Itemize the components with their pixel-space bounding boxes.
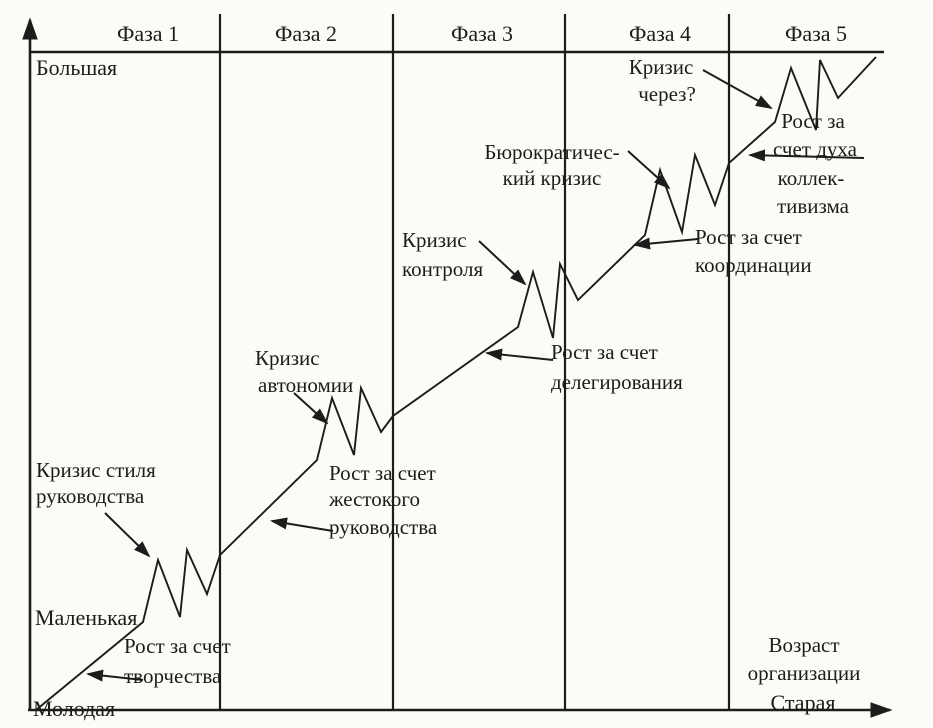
arrow-crisis-style: [105, 513, 149, 556]
growth-coordination-label-line2: координации: [695, 253, 812, 277]
growth-directive-label-line1: Рост за счет: [329, 461, 436, 485]
phase-2-label: Фаза 2: [274, 21, 338, 46]
crisis-style-label-line1: Кризис стиля: [36, 458, 156, 482]
crisis-bureaucracy-label-line1: Бюрократичес-: [484, 140, 620, 164]
growth-curve: [36, 57, 876, 710]
arrow-growth-directive: [272, 521, 333, 531]
growth-collectivism-label-line1: Рост за: [781, 109, 845, 133]
growth-collectivism-label-line4: тивизма: [776, 194, 850, 218]
phase-3-label: Фаза 3: [450, 21, 514, 46]
growth-delegation-label-line1: Рост за счет: [551, 340, 658, 364]
phase-4-label: Фаза 4: [628, 21, 692, 46]
arrow-crisis-autonomy: [294, 393, 327, 423]
crisis-style-label-line2: руководства: [36, 484, 145, 508]
arrow-growth-delegation: [487, 353, 553, 360]
crisis-bureaucracy-label-line2: кий кризис: [502, 166, 602, 190]
growth-directive-label-line3: руководства: [329, 515, 438, 539]
y-axis-max-label: Большая: [36, 55, 118, 80]
growth-directive-label-line2: жестокого: [329, 487, 421, 511]
crisis-autonomy-label-line2: автономии: [258, 373, 354, 397]
growth-creativity-label-line1: Рост за счет: [124, 634, 231, 658]
phase-1-label: Фаза 1: [116, 21, 180, 46]
arrow-crisis-control: [479, 241, 525, 284]
x-axis-min-label: Молодая: [33, 696, 116, 721]
growth-delegation-label-line2: делегирования: [551, 370, 683, 394]
crisis-control-label-line2: контроля: [402, 257, 484, 281]
crisis-control-label-line1: Кризис: [402, 228, 467, 252]
growth-coordination-label-line1: Рост за счет: [695, 225, 802, 249]
crisis-unknown-label-line2: через?: [638, 82, 696, 106]
x-axis-title-line1: Возраст: [768, 633, 840, 657]
arrow-crisis-unknown: [703, 70, 771, 108]
crisis-unknown-label-line1: Кризис: [628, 55, 694, 79]
arrow-crisis-bureaucracy: [628, 151, 669, 188]
growth-creativity-label-line2: творчества: [124, 664, 222, 688]
growth-collectivism-label-line3: коллек-: [777, 166, 845, 190]
crisis-autonomy-label-line1: Кризис: [255, 346, 320, 370]
y-axis-min-label: Маленькая: [35, 605, 138, 630]
x-axis-max-label: Старая: [770, 690, 836, 715]
arrow-growth-coordination: [635, 239, 698, 245]
x-axis-title-line2: организации: [747, 661, 861, 685]
growth-collectivism-label-line2: счет духа: [773, 137, 857, 161]
phase-5-label: Фаза 5: [784, 21, 848, 46]
